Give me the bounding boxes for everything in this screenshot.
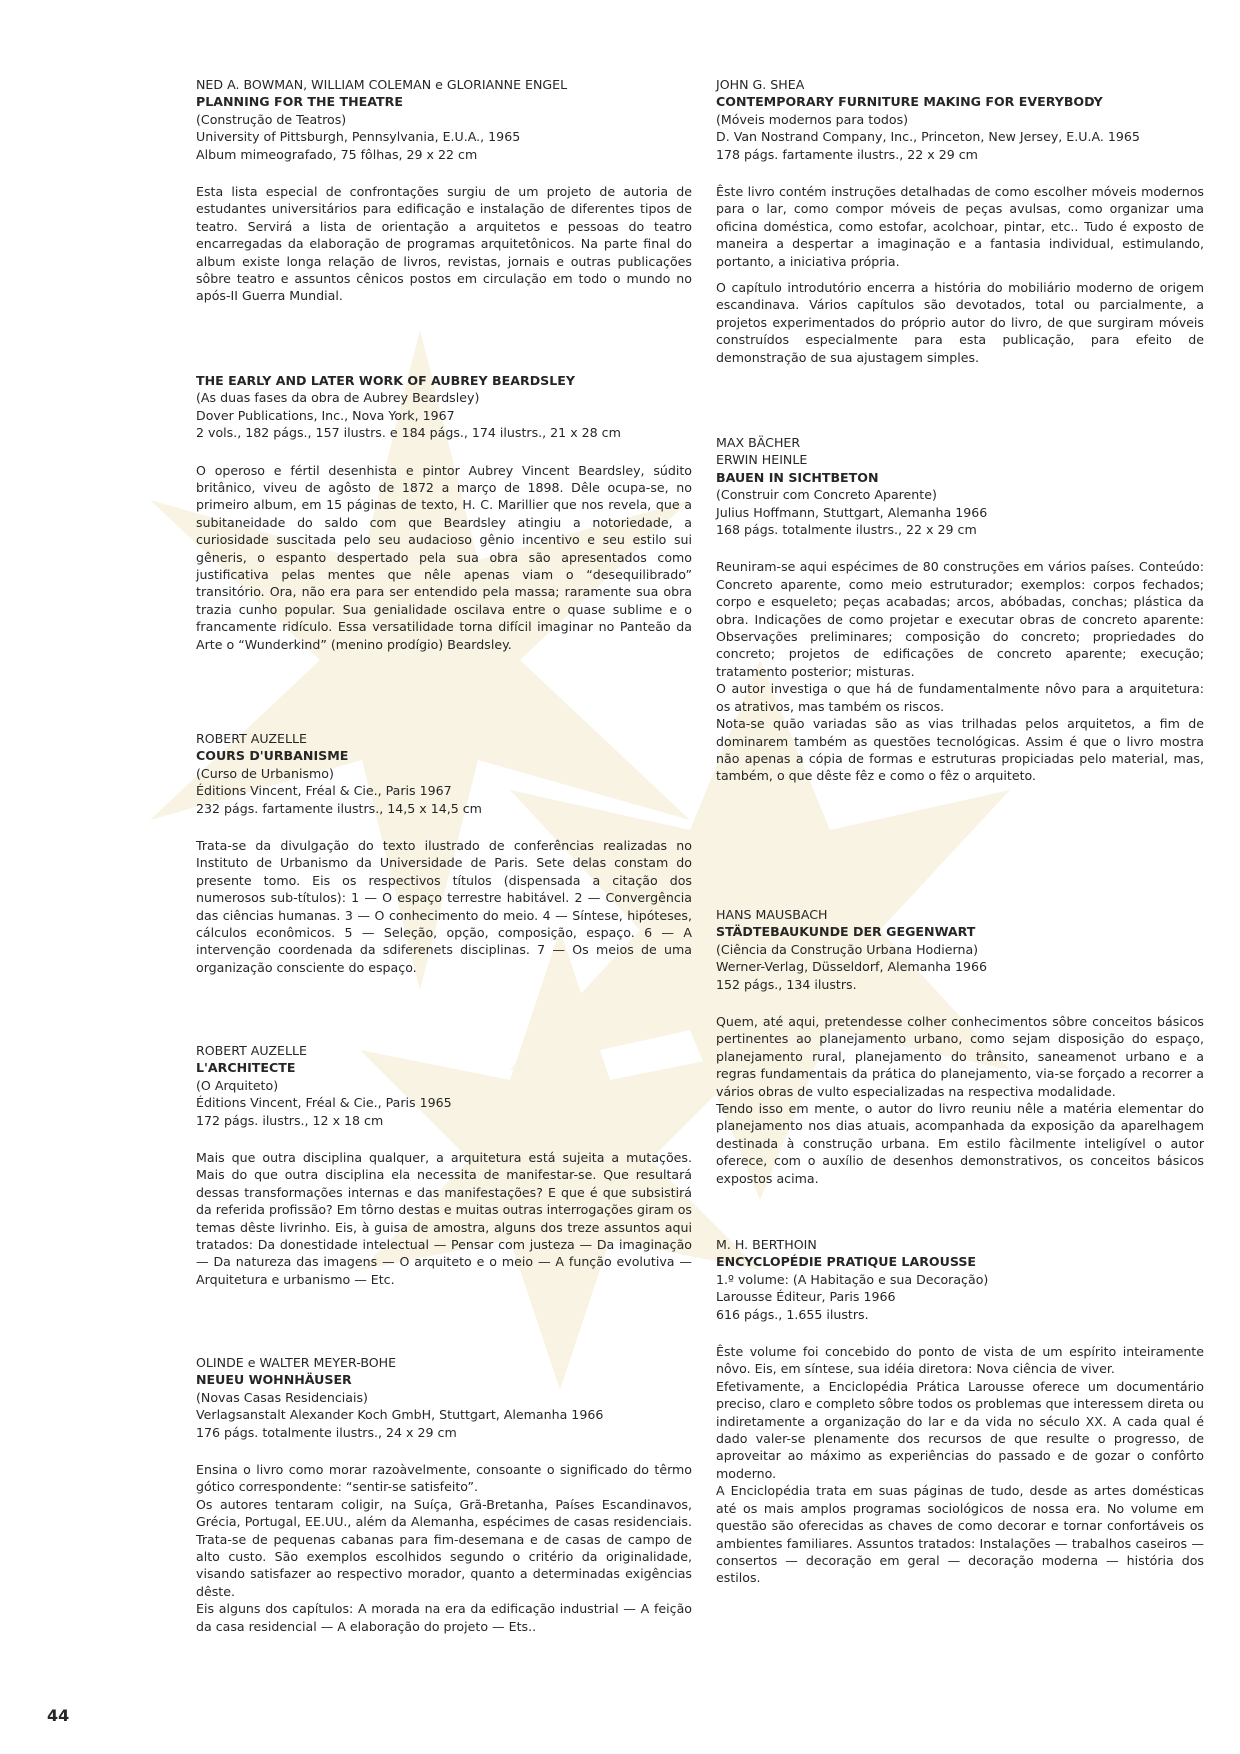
entry-description (716, 183, 1204, 366)
entry-paragraph: O operoso e fértil desenhista e pintor Aubrey Vincent Beardsley, súdito britânico, viveu de agôsto de 1872 a março de 1898. Dêle ocupa-se, no primeiro album, em 15 páginas de texto, H. C. Marillier que nos revela, que a subitaneidade do saldo com que Beardsley atingiu a notoriedade, a curiosidade suscitada pelo seu audacioso gênio incentivo e seu estilo sui gêneris, o espanto despertado pela sua obra são apresentados como justificativa pelas mentes que nêle apenas viam o “desequilibrado” transitório. Ora, não era para ser entendido pela massa; raramente sua obra trazia cunho popular. Sua genialidade oscilava entre o quase sublime e o francamente ridículo. Essa versatilidade torna difícil imaginar no Panteão da Arte o “Wunderkind” (menino prodígio) Beardsley. (196, 462, 692, 652)
entry-title: PLANNING FOR THE THEATRE (196, 94, 403, 110)
entry-authors: M. H. BERTHOIN (716, 1237, 817, 1252)
book-entry (196, 76, 692, 305)
entry-title: BAUEN IN SICHTBETON (716, 469, 879, 485)
entry-publisher: Larousse Éditeur, Paris 1966 (716, 1289, 896, 1305)
entry-translation: (Curso de Urbanismo) (196, 765, 334, 781)
book-entry (196, 730, 692, 976)
entry-paragraph: Mais que outra disciplina qualquer, a arquitetura está sujeita a mutações. Mais do que outra disciplina ela necessita de manifestar-se. Que resultará dessas transformações internas e das manifestações? E que é que subsistirá da referida profissão? Em tôrno destas e muitas outras interrogações giram os temas dêste livrinho. Eis, à guisa de amostra, alguns dos treze assuntos aqui tratados: Da donestidade intelectual — Pensar com justeza — Da imaginação — Da natureza das imagens — O arquiteto e o meio — A função evolutiva — Arquitetura e urbanismo — Etc. (196, 1150, 692, 1287)
right-column (716, 76, 1204, 1676)
book-entry (196, 1042, 692, 1288)
entry-paragraph: Reuniram-se aqui espécimes de 80 construções em vários países. Conteúdo: Concreto aparente, como meio estruturador; exemplos: corpos fechados; corpo e esqueleto; peças acabadas; arcos, abóbadas, conchas; plástica da obra. Indicações de como projetar e executar obras de concreto aparente: Observações preliminares; composição do concreto; propriedades do concreto; projetos de edificações de concreto aparente; execução; tratamento posterior; misturas. (716, 559, 1204, 679)
entry-title: COURS D'URBANISME (196, 748, 349, 764)
entry-paragraph: A Enciclopédia trata em suas páginas de tudo, desde as artes domésticas até os mais amplos programas sociológicos de nossa era. No volume em questão são oferecidas as chaves de como decorar e tornar confortáveis os ambientes familiares. Assuntos tratados: Instalações — trabalhos caseiros — consertos — decoração em geral — decoração moderna — história dos estilos. (716, 1483, 1204, 1586)
entry-physical: 172 págs. ilustrs., 12 x 18 cm (196, 1112, 384, 1128)
entry-description (196, 837, 692, 976)
entry-paragraph: O capítulo introdutório encerra a história do mobiliário moderno de origem escandinava. Vários capítulos são devotados, total ou parcialmente, a projetos experimentados do próprio autor do livro, de que surgiram móveis construídos especialmente para esta publicação, para efeito de demonstração de sua ajustagem simples. (716, 280, 1204, 365)
entry-authors: NED A. BOWMAN, WILLIAM COLEMAN e GLORIANNE ENGEL (196, 77, 568, 92)
entry-translation: (Construção de Teatros) (196, 111, 347, 127)
entry-description (196, 1461, 692, 1635)
entry-paragraph: Êste volume foi concebido do ponto de vista de um espírito inteiramente nôvo. Eis, em síntese, sua idéia diretora: Nova ciência de viver. (716, 1344, 1204, 1377)
entry-paragraph: Efetivamente, a Enciclopédia Prática Larousse oferece um documentário preciso, claro e completo sôbre todos os problemas que interessem direta ou indiretamente a organização do lar e da vida no século XX. A cada qual é dado valer-se plenamente dos recursos de que resulte o progresso, de aproveitar ao máximo as experiências do passado e de gozar o confôrto moderno. (716, 1378, 1204, 1481)
entry-publisher: Werner-Verlag, Düsseldorf, Alemanha 1966 (716, 959, 988, 975)
entry-physical: 178 págs. fartamente ilustrs., 22 x 29 cm (716, 146, 978, 162)
entry-authors: OLINDE e WALTER MEYER-BOHE (196, 1355, 397, 1370)
entry-physical: 616 págs., 1.655 ilustrs. (716, 1306, 869, 1322)
entry-publisher: Dover Publications, Inc., Nova York, 1967 (196, 407, 455, 423)
entry-translation: (Construir com Concreto Aparente) (716, 487, 937, 503)
entry-publisher: University of Pittsburgh, Pennsylvania, E.U.A., 1965 (196, 129, 521, 145)
entry-publisher: Verlagsanstalt Alexander Koch GmbH, Stuttgart, Alemanha 1966 (196, 1407, 604, 1423)
entry-paragraph: Os autores tentaram coligir, na Suíça, Grã-Bretanha, Países Escandinavos, Grécia, Portugal, EE.UU., além da Alemanha, espécimes de casas residenciais. Trata-se de pequenas cabanas para fim-desemana e de casas de campo de alto custo. São exemplos escolhidos segundo o critério da originalidade, visando satisfazer ao respectivo morador, quanto a determinadas exigências dêste. (196, 1496, 692, 1599)
entry-publisher: Éditions Vincent, Fréal & Cie., Paris 1967 (196, 783, 452, 799)
entry-authors: JOHN G. SHEA (716, 77, 805, 92)
book-entry (716, 76, 1204, 366)
entry-paragraph: Êste livro contém instruções detalhadas de como escolher móveis modernos para o lar, como compor móveis de peças avulsas, como organizar uma oficina doméstica, como estofar, acolchoar, pintar, etc.. Tudo é exposto de maneira a despertar a imaginação e a fantasia individual, estimulando, portanto, a iniciativa própria. (716, 184, 1204, 269)
entry-physical: Album mimeografado, 75 fôlhas, 29 x 22 cm (196, 146, 478, 162)
entry-authors: ROBERT AUZELLE (196, 731, 307, 746)
entry-description (716, 1013, 1204, 1187)
entry-paragraph: Trata-se da divulgação do texto ilustrado de conferências realizadas no Instituto de Urbanismo da Universidade de Paris. Sete delas constam do presente tomo. Eis os respectivos títulos (dispensada a citação dos numerosos sub-títulos): 1 — O espaço terrestre habitável. 2 — Convergência das ciências humanas. 3 — O conhecimento do meio. 4 — Síntese, hipóteses, cálculos econômicos. 5 — Seleção, opção, composição, espaço. 6 — A intervenção coordenada da sdiferenets disciplinas. 7 — Os meios de uma organização consciente do espaço. (196, 838, 692, 975)
entry-description (716, 558, 1204, 784)
entry-title: CONTEMPORARY FURNITURE MAKING FOR EVERYBODY (716, 94, 1103, 110)
entry-publisher: D. Van Nostrand Company, Inc., Princeton, New Jersey, E.U.A. 1965 (716, 129, 1140, 145)
entry-translation: (O Arquiteto) (196, 1077, 279, 1093)
book-entry (716, 1236, 1204, 1587)
entry-physical: 176 págs. totalmente ilustrs., 24 x 29 cm (196, 1424, 457, 1440)
entry-translation: (Novas Casas Residenciais) (196, 1389, 368, 1405)
left-column (196, 76, 692, 1676)
entry-publisher: Julius Hoffmann, Stuttgart, Alemanha 1966 (716, 504, 988, 520)
entry-authors: HANS MAUSBACH (716, 907, 828, 922)
entry-translation: (Ciência da Construção Urbana Hodierna) (716, 941, 979, 957)
entry-title: STÄDTEBAUKUNDE DER GEGENWART (716, 924, 976, 940)
entry-title: THE EARLY AND LATER WORK OF AUBREY BEARDSLEY (196, 373, 575, 388)
entry-description (716, 1343, 1204, 1587)
page-number: 44 (47, 1706, 70, 1725)
entry-paragraph: Quem, até aqui, pretendesse colher conhecimentos sôbre conceitos básicos pertinentes ao planejamento urbano, como sejam disposição do espaço, planejamento rural, planejamento do trânsito, saneamenot urbano e a regras fundamentais da prática do planejamento, via-se forçado a recorrer a vários obras de vulto especializadas na respectiva modalidade. (716, 1014, 1204, 1099)
entry-paragraph: Nota-se quão variadas são as vias trilhadas pelos arquitetos, a fim de dominarem também as questões tecnológicas. Assim é que o livro mostra não apenas a cópia de formas e estruturas propiciadas pelo material, mas, também, o que dêste fêz e como o fêz o arquiteto. (716, 716, 1204, 784)
book-entry (196, 1354, 692, 1635)
entry-title: NEUEU WOHNHÄUSER (196, 1372, 352, 1388)
entry-paragraph: Ensina o livro como morar razoàvelmente, consoante o significado do têrmo gótico correspondente: “sentir-se satisfeito”. (196, 1462, 692, 1495)
entry-title: L'ARCHITECTE (196, 1060, 296, 1076)
entry-publisher: Éditions Vincent, Fréal & Cie., Paris 1965 (196, 1095, 452, 1111)
book-entry (716, 906, 1204, 1187)
entry-physical: 232 págs. fartamente ilustrs., 14,5 x 14,5 cm (196, 800, 482, 816)
book-entry (716, 434, 1204, 785)
entry-physical: 2 vols., 182 págs., 157 ilustrs. e 184 págs., 174 ilustrs., 21 x 28 cm (196, 425, 621, 441)
entry-description (196, 1149, 692, 1288)
entry-description (196, 183, 692, 305)
entry-translation: (Móveis modernos para todos) (716, 111, 909, 127)
entry-paragraph: Eis alguns dos capítulos: A morada na era da edificação industrial — A feição da casa residencial — A elaboração do projeto — Ets.. (196, 1601, 692, 1634)
book-entry (196, 372, 692, 653)
entry-authors: ROBERT AUZELLE (196, 1043, 307, 1058)
entry-translation: (As duas fases da obra de Aubrey Beardsley) (196, 390, 480, 406)
entry-physical: 152 págs., 134 ilustrs. (716, 976, 857, 992)
entry-paragraph: Tendo isso em mente, o autor do livro reuniu nêle a matéria elementar do planejamento nos dias atuais, acompanhada da exposição da aparelhagem destinada à construção urbana. Em estilo fàcilmente inteligível o autor oferece, com o auxílio de desenhos demonstrativos, os conceitos básicos expostos acima. (716, 1101, 1204, 1186)
entry-description (196, 462, 692, 653)
entry-authors: MAX BÄCHER ERWIN HEINLE (716, 435, 808, 468)
entry-physical: 168 págs. totalmente ilustrs., 22 x 29 cm (716, 522, 977, 538)
entry-paragraph: Esta lista especial de confrontações surgiu de um projeto de autoria de estudantes universitários para edificação e instalação de diferentes tipos de teatro. Servirá a lista de orientação a arquitetos e pessoas do teatro encarregadas da elaboração de programas arquitetônicos. Na parte final do album existe longa relação de livros, revistas, jornais e outras publicações sôbre teatro e assuntos cênicos postos em circulação em todo o mundo no após-II Guerra Mundial. (196, 184, 692, 304)
entry-title: ENCYCLOPÉDIE PRATIQUE LAROUSSE (716, 1254, 977, 1270)
entry-translation: 1.º volume: (A Habitação e sua Decoração) (716, 1271, 989, 1287)
entry-paragraph: O autor investiga o que há de fundamentalmente nôvo para a arquitetura: os atrativos, mas também os riscos. (716, 681, 1204, 714)
